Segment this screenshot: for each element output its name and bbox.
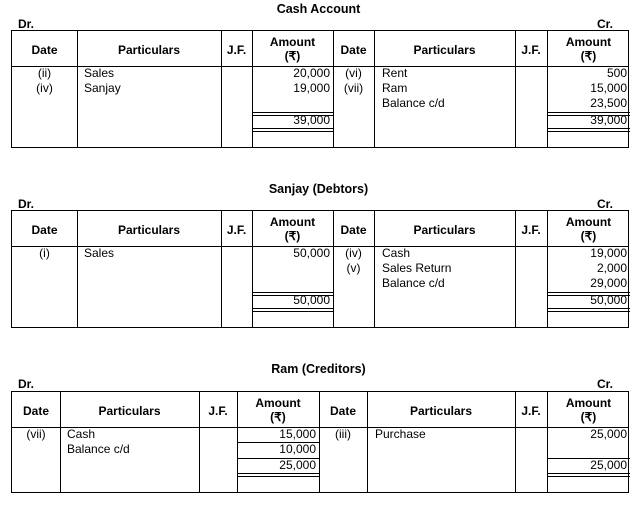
header-particulars: Particulars: [117, 43, 181, 57]
header-amount-label: Amount: [565, 215, 612, 229]
header-amount-label: Amount: [269, 215, 316, 229]
ram-account-ledger: [11, 391, 629, 493]
header-amount: [547, 215, 630, 243]
debit-label: Dr.: [18, 197, 35, 211]
credit-date: (iii): [335, 427, 351, 441]
header-date: Date: [22, 404, 49, 418]
header-particulars: Particulars: [409, 404, 473, 418]
ledger-title: Ram (Creditors): [271, 362, 366, 376]
header-amount-label: Amount: [269, 35, 316, 49]
header-amount-label: Amount: [565, 35, 612, 49]
header-date: Date: [340, 223, 367, 237]
credit-particular: Sales Return: [382, 261, 452, 275]
credit-amount: 19,000: [590, 246, 627, 260]
header-amount-unit: (₹): [580, 49, 597, 63]
credit-amount: 29,000: [590, 276, 627, 290]
header-particulars: Particulars: [413, 43, 476, 57]
header-jf: J.F.: [521, 404, 541, 418]
debit-total: 39,000: [293, 113, 330, 127]
credit-particular: Balance c/d: [382, 96, 445, 110]
credit-total: 50,000: [590, 293, 627, 307]
debit-particular: Cash: [67, 427, 96, 441]
debit-date: (i): [39, 246, 50, 260]
credit-label: Cr.: [597, 197, 614, 211]
header-particulars: Particulars: [413, 223, 476, 237]
debit-total: 25,000: [279, 458, 316, 472]
credit-date: (v): [346, 261, 361, 275]
header-amount-unit: (₹): [284, 229, 301, 243]
credit-amount: 2,000: [596, 261, 627, 275]
credit-particular: Ram: [382, 81, 408, 95]
header-amount-label: Amount: [565, 396, 612, 410]
credit-particular: Cash: [382, 246, 411, 260]
debit-particular: Sales: [84, 66, 115, 80]
header-jf: J.F.: [521, 43, 541, 57]
header-amount-label: Amount: [255, 396, 301, 410]
header-date: Date: [329, 404, 356, 418]
credit-particular: Rent: [382, 66, 408, 80]
header-date: Date: [340, 43, 367, 57]
header-date: Date: [31, 223, 58, 237]
header-amount-unit: (₹): [580, 410, 597, 424]
debit-amount: 50,000: [293, 246, 330, 260]
debit-date: (vii): [26, 427, 46, 441]
debit-date: (ii): [37, 66, 52, 80]
debit-particular: Sales: [84, 246, 115, 260]
debit-particular: Sanjay: [84, 81, 121, 95]
header-amount: [237, 396, 319, 424]
header-jf: J.F.: [208, 404, 228, 418]
credit-date: (iv): [345, 246, 362, 260]
credit-total: 25,000: [590, 458, 627, 472]
header-amount-unit: (₹): [270, 410, 286, 424]
credit-amount: 500: [606, 66, 627, 80]
credit-date: (vi): [345, 66, 362, 80]
header-jf: J.F.: [226, 223, 247, 237]
header-amount: [547, 35, 630, 63]
credit-label: Cr.: [597, 17, 614, 31]
credit-total: 39,000: [590, 113, 627, 127]
credit-date: (vii): [343, 81, 364, 95]
cash-account-ledger: [11, 30, 629, 148]
debit-amount: 15,000: [279, 427, 316, 441]
debit-amount: 19,000: [293, 81, 330, 95]
header-amount: [547, 396, 630, 424]
debit-amount: 20,000: [293, 66, 330, 80]
debit-particular: Balance c/d: [67, 442, 130, 456]
credit-particular: Purchase: [375, 427, 426, 441]
debit-label: Dr.: [18, 17, 35, 31]
ledger-title: Sanjay (Debtors): [268, 182, 369, 196]
debit-total: 50,000: [293, 293, 330, 307]
credit-particular: Balance c/d: [382, 276, 445, 290]
debit-date: (iv): [36, 81, 53, 95]
debit-label: Dr.: [18, 377, 35, 391]
credit-amount: 15,000: [590, 81, 627, 95]
header-date: Date: [31, 43, 58, 57]
header-amount: [252, 215, 333, 243]
header-amount: [252, 35, 333, 63]
header-amount-unit: (₹): [284, 49, 301, 63]
header-jf: J.F.: [226, 43, 247, 57]
header-amount-unit: (₹): [580, 229, 597, 243]
header-particulars: Particulars: [117, 223, 181, 237]
credit-amount: 25,000: [590, 427, 627, 441]
header-particulars: Particulars: [98, 404, 161, 418]
debit-amount: 10,000: [279, 442, 316, 456]
header-jf: J.F.: [521, 223, 541, 237]
sanjay-account-ledger: [11, 210, 629, 328]
credit-amount: 23,500: [590, 96, 627, 110]
credit-label: Cr.: [597, 377, 614, 391]
ledger-title: Cash Account: [276, 2, 361, 16]
